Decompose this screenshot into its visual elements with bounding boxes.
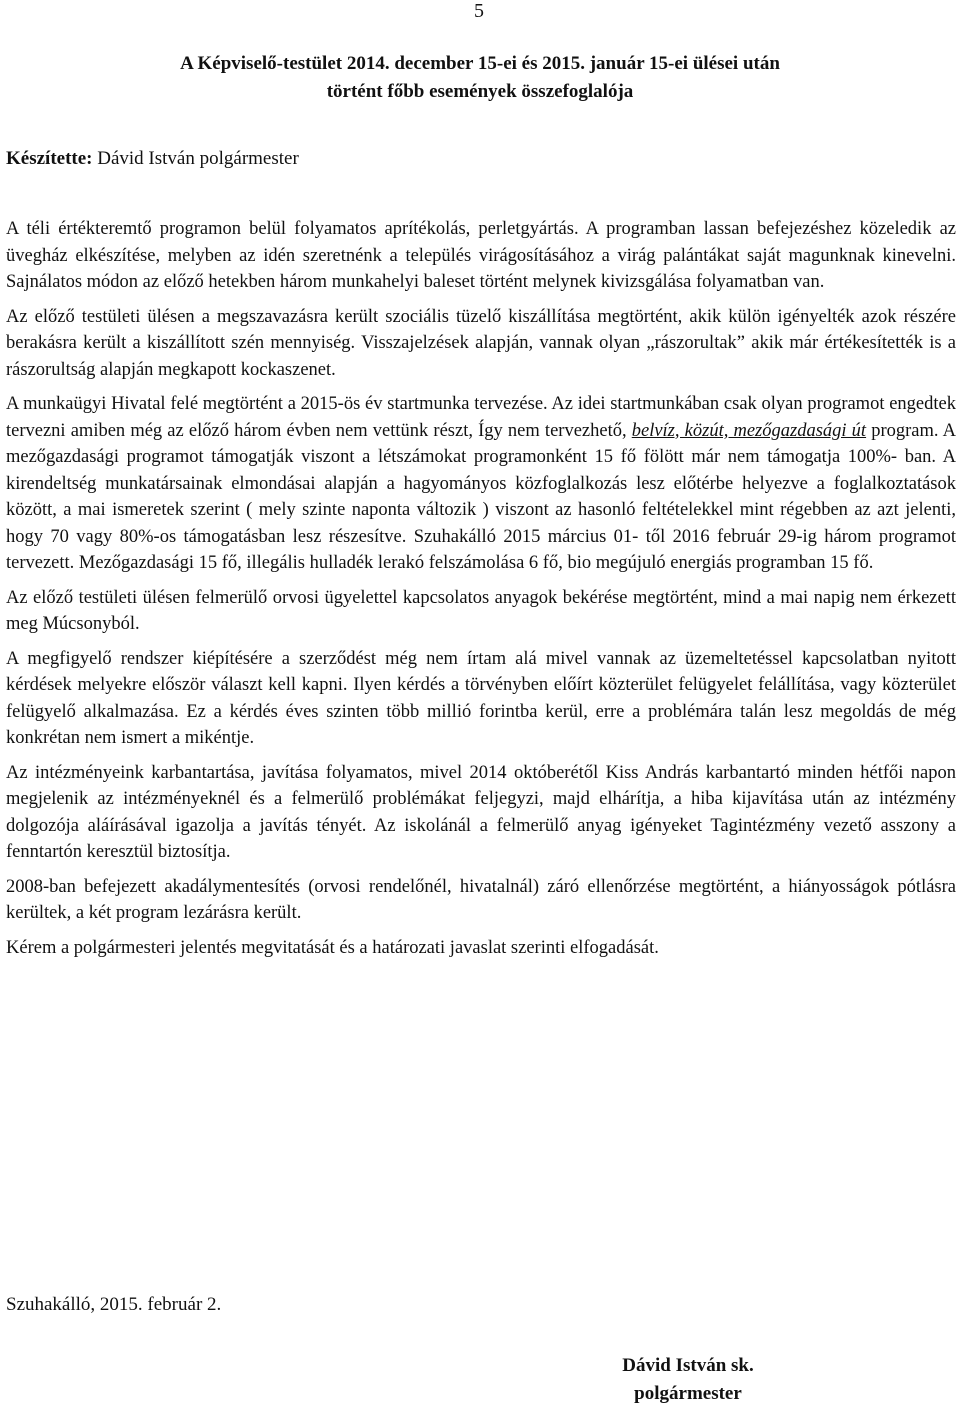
paragraph-medical-duty: Az előző testületi ülésen felmerülő orvosi ügyelettel kapcsolatos anyagok bekérése megtörtént, mind a mai napig nem érkezett meg Múcsonyból. — [6, 587, 956, 634]
title-line-1: A Képviselő-testület 2014. december 15-ei és 2015. január 15-ei ülései után — [180, 53, 780, 74]
paragraph-accessibility: 2008-ban befejezett akadálymentesítés (orvosi rendelőnél, hivatalnál) záró ellenőrzése megtörtént, a hiányosságok pótlásra kerültek, a két program lezárásra került. — [6, 876, 956, 923]
title-line-2: történt főbb események összefoglalója — [326, 81, 634, 102]
paragraph-startwork-part-b: program. A mezőgazdasági programot támogatják viszont a létszámokat programonként 15 fő fölött már nem támogatja 100%- ban. A kirendeltség munkatársainak elmondásai alapján a hagyományos közfoglalkozás lesz előtérbe helyezve a foglalkoztatások között, a mai ismeretek szerint ( mely szinte naponta változik ) viszont az hasonló feltételekkel mint régebben az azt jelenti, hogy 70 vagy 80%-os támogatásban lesz részesítve. Szuhakálló 2015 március 01- től 2016 február 29-ig három programot tervezett. Mezőgazdasági 15 fő, illegális hulladék lerakó felszámolása 6 fő, bio megújuló energiás programban 15 fő. — [6, 420, 957, 573]
paragraph-surveillance: A megfigyelő rendszer kiépítésére a szerződést még nem írtam alá mivel vannak az üzemeltetéssel kapcsolatban nyitott kérdések melyekre először választ kell kapni. Ilyen kérdés a törvényben előírt közterület felügyelet felállítása, vagy közterület felügyelő alkalmazása. Ez a kérdés éves szinten több millió forintba kerül, erre a problémára talán lesz megoldás de még konkrétan nem ismert a mikéntje. — [6, 648, 956, 748]
paragraph-request: Kérem a polgármesteri jelentés megvitatását és a határozati javaslat szerinti elfogadását. — [6, 937, 659, 958]
author-line — [6, 148, 299, 170]
page-number: 5 — [474, 0, 484, 22]
signature-role: polgármester — [634, 1383, 742, 1404]
author-name: Dávid István polgármester — [97, 148, 299, 169]
signature-block — [598, 1352, 778, 1408]
paragraph-startwork-italic: belvíz, közút, mezőgazdasági út — [631, 420, 867, 441]
paragraph-winter-program: A téli értékteremtő programon belül folyamatos aprítékolás, perletgyártás. A programban lassan befejezéshez közeledik az üvegház elkészítése, melyben az idén szeretnénk a település virágosításához a virág palántákat saját magunknak kinevelni. Sajnálatos módon az előző hetekben három munkahelyi baleset történt melynek kivizsgálása folyamatban van. — [6, 219, 956, 292]
author-label: Készítette: — [6, 148, 93, 169]
document-body — [6, 216, 956, 969]
paragraph-startwork-part-a: A munkaügyi Hivatal felé megtörtént a 2015-ös év startmunka tervezése. Az idei startmunkában csak olyan programot engedtek tervezni amiben még az előző három évben nem vettünk részt, Így nem tervezhető, — [6, 394, 956, 441]
paragraph-heating-fuel: Az előző testületi ülésen a megszavazásra került szociális tüzelő kiszállítása megtörtént, akik külön igényelték azok részére berakásra került a kiszállított szén mennyiség. Visszajelzések alapján, vannak olyan „rászorultak” akik már értékesítették is a rászorultság alapján megkapott kockaszenet. — [6, 306, 956, 380]
date-line: Szuhakálló, 2015. február 2. — [6, 1294, 222, 1315]
signature-name: Dávid István sk. — [622, 1355, 754, 1376]
document-title — [0, 50, 960, 106]
paragraph-maintenance: Az intézményeink karbantartása, javítása folyamatos, mivel 2014 októberétől Kiss András karbantartó minden hétfői napon megjelenik az intézményeknél és a felmerülő problémákat feljegyzi, majd elhárítja, a hiba kijavítása után az intézmény dolgozója aláírásával igazolja a javítás tényét. Az iskolánál a felmerülő anyag igényeket Tagintézmény vezető asszony a fenntartón keresztül biztosítja. — [6, 762, 956, 862]
paragraph-startwork — [6, 391, 956, 577]
